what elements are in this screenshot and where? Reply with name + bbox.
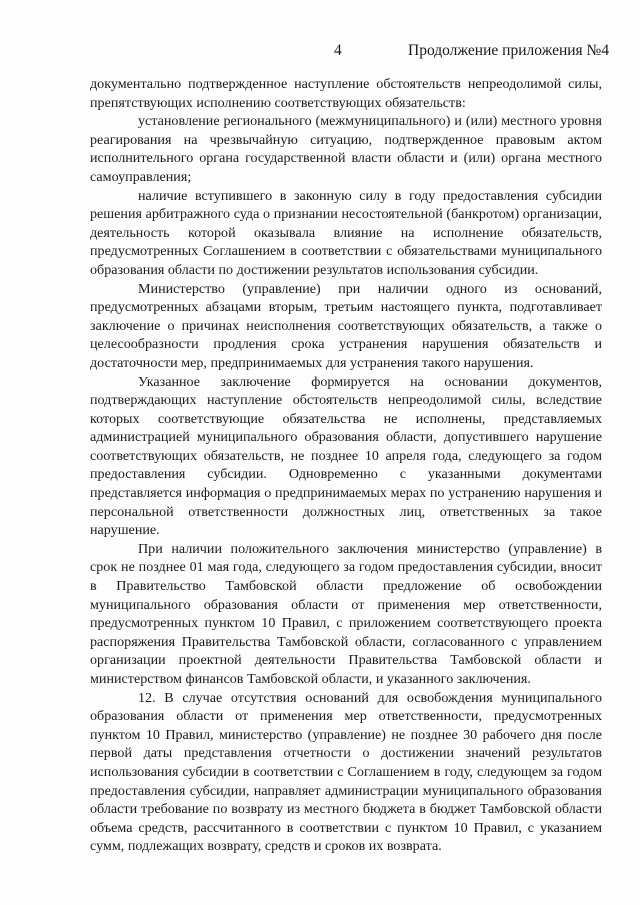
paragraph-conclusion-basis: Указанное заключение формируется на основании документов, подтверждающих наступление обстоятельств непреодолимой силы, вследствие которых соответствующие обязательства не исполнены, представляемых администрацией муниципального образования области, допустившего нарушение соответствующих обязательств, не позднее 10 апреля года, следующего за годом предоставления субсидии. Одновременно с указанными документами представляется информация о предпринимаемых мерах по устранению нарушения и персональной ответственности должностных лиц, ответственных за такое нарушение. — [90, 373, 602, 539]
paragraph-ministry-conclusion: Министерство (управление) при наличии одного из оснований, предусмотренных абзацами вторым, третьим настоящего пункта, подготавливает заключение о причинах неисполнения соответствующих обязательств, а также о целесообразности продления срока устранения нарушения обязательств и достаточности мер, предпринимаемых для устранения такого нарушения. — [90, 280, 602, 371]
appendix-continuation-note: Продолжение приложения №4 — [408, 42, 610, 59]
page-number: 4 — [334, 42, 342, 59]
paragraph-item-12: 12. В случае отсутствия оснований для освобождения муниципального образования области от применения мер ответственности, предусмотренных пунктом 10 Правил, министерство (управление) не позднее 30 рабочего дня после первой даты представления отчетности о достижении значений результатов использования субсидии в соответствии с Соглашением в году, следующем за годом предоставления субсидии, направляет администрации муниципального образования области требование по возврату из местного бюджета в бюджет Тамбовской области объема средств, рассчитанного в соответствии с пунктом 10 Правил, с указанием сумм, подлежащих возврату, средств и сроков их возврата. — [90, 689, 602, 855]
page-header — [0, 42, 640, 64]
document-body — [90, 75, 602, 856]
paragraph-force-majeure-intro: документально подтвержденное наступление обстоятельств непреодолимой силы, препятствующих исполнению соответствующих обязательств: — [90, 76, 602, 111]
paragraph-emergency-level: установление регионального (межмуниципального) и (или) местного уровня реагирования на чрезвычайную ситуацию, подтвержденное правовым актом исполнительного органа государственной власти области и (или) органа местного самоуправления; — [90, 113, 602, 185]
paragraph-bankruptcy-decision: наличие вступившего в законную силу в году предоставления субсидии решения арбитражного суда о признании несостоятельной (банкротом) организации, деятельность которой оказывала влияние на исполнение обязательств, предусмотренных Соглашением в соответствии с обязательствами муниципального образования области по достижении результатов использования субсидии. — [90, 187, 602, 278]
paragraph-positive-conclusion: При наличии положительного заключения министерство (управление) в срок не позднее 01 мая года, следующего за годом предоставления субсидии, вносит в Правительство Тамбовской области предложение об освобождении муниципального образования области от применения мер ответственности, предусмотренных пунктом 10 Правил, с приложением соответствующего проекта распоряжения Правительства Тамбовской области, согласованного с управлением организации проектной деятельности Правительства Тамбовской области и министерством финансов Тамбовской области, и указанного заключения. — [90, 540, 602, 687]
